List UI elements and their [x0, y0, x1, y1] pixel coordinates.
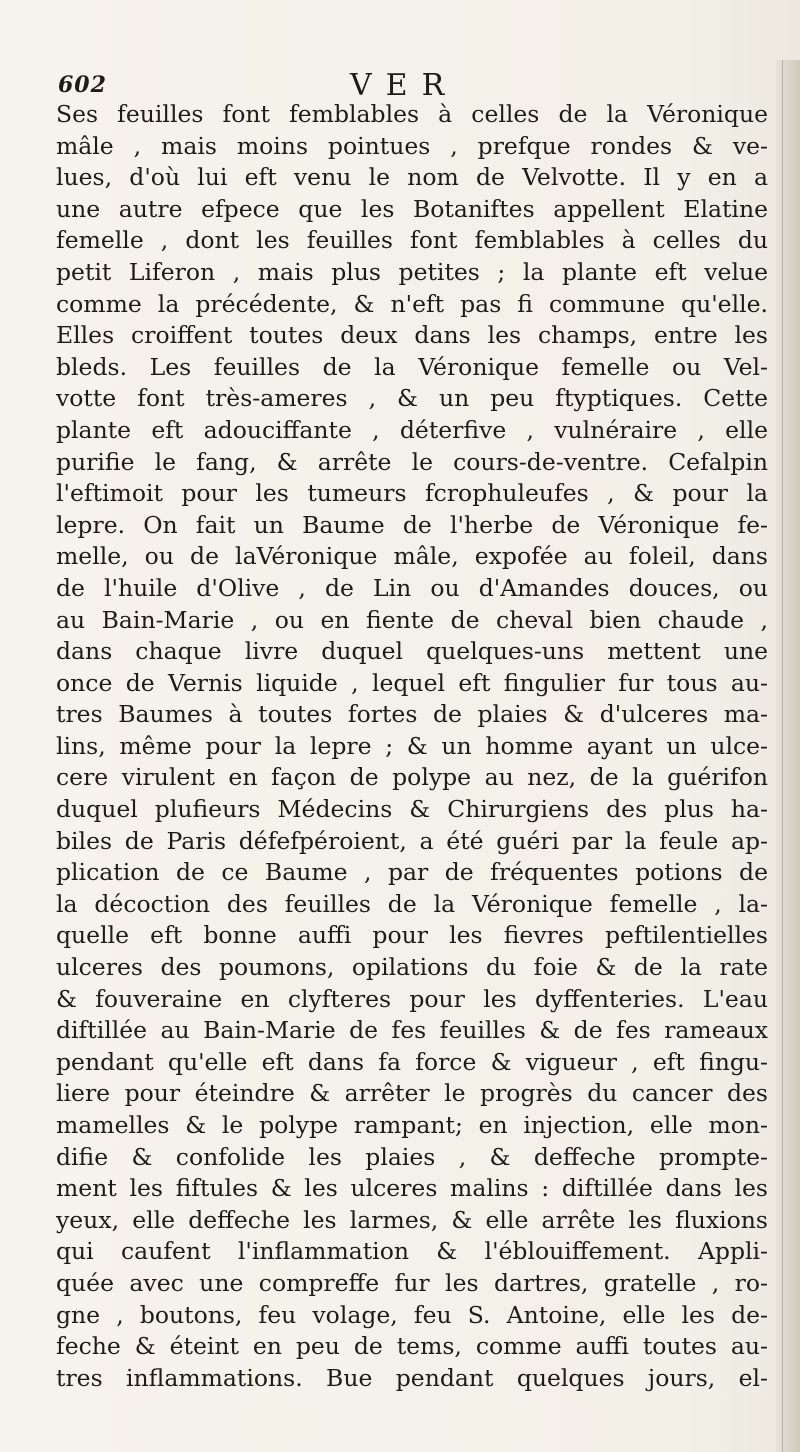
- text-line: au Bain-Marie , ou en fiente de cheval bien chaude ,: [56, 605, 768, 634]
- text-line: qui caufent l'inflammation & l'éblouiffement. Appli-: [56, 1237, 768, 1266]
- text-line: petit Liferon , mais plus petites ; la plante eft velue: [56, 257, 768, 286]
- text-line: ulceres des poumons, opilations du foie & de la rate: [56, 953, 768, 982]
- body-text: [56, 99, 768, 1394]
- text-line: votte font très-ameres , & un peu ftyptiques. Cette: [56, 384, 768, 413]
- text-line: ment les fiftules & les ulceres malins : diftillée dans les: [56, 1174, 768, 1203]
- text-line: cere virulent en façon de polype au nez, de la guérifon: [56, 763, 768, 792]
- text-line: once de Vernis liquide , lequel eft fingulier fur tous au-: [56, 668, 768, 697]
- text-line: comme la précédente, & n'eft pas fi commune qu'elle.: [56, 289, 768, 318]
- text-line: diftillée au Bain-Marie de fes feuilles & de fes rameaux: [56, 1016, 768, 1045]
- text-line: liere pour éteindre & arrêter le progrès du cancer des: [56, 1079, 768, 1108]
- text-line: yeux, elle deffeche les larmes, & elle arrête les fluxions: [56, 1205, 768, 1234]
- page-number: 602: [58, 72, 107, 98]
- text-line: quelle eft bonne auffi pour les fievres peftilentielles: [56, 921, 768, 950]
- text-line: feche & éteint en peu de tems, comme auffi toutes au-: [56, 1332, 768, 1361]
- text-line: lins, même pour la lepre ; & un homme ayant un ulce-: [56, 731, 768, 760]
- text-line: bleds. Les feuilles de la Véronique femelle ou Vel-: [56, 352, 768, 381]
- text-line: melle, ou de laVéronique mâle, expofée au foleil, dans: [56, 542, 768, 571]
- text-line: gne , boutons, feu volage, feu S. Antoine, elle les de-: [56, 1300, 768, 1329]
- text-line: difie & confolide les plaies , & deffeche prompte-: [56, 1142, 768, 1171]
- text-line: duquel plufieurs Médecins & Chirurgiens des plus ha-: [56, 795, 768, 824]
- text-line: une autre efpece que les Botaniftes appellent Elatine: [56, 194, 768, 223]
- text-line: tres inflammations. Bue pendant quelques jours, el-: [56, 1363, 768, 1392]
- text-line: mamelles & le polype rampant; en injection, elle mon-: [56, 1111, 768, 1139]
- text-line: Ses feuilles font femblables à celles de la Véronique: [56, 100, 768, 128]
- text-line: Elles croiffent toutes deux dans les champs, entre les: [56, 321, 768, 350]
- text-line: dans chaque livre duquel quelques-uns mettent une: [56, 637, 768, 666]
- text-line: pendant qu'elle eft dans fa force & vigueur , eft fingu-: [56, 1047, 768, 1076]
- text-line: tres Baumes à toutes fortes de plaies & d'ulceres ma-: [56, 700, 768, 729]
- text-line: purifie le fang, & arrête le cours-de-ventre. Cefalpin: [56, 447, 768, 476]
- page-edge-line: [782, 60, 783, 1452]
- text-line: plication de ce Baume , par de fréquentes potions de: [56, 858, 768, 887]
- text-line: lues, d'où lui eft venu le nom de Velvotte. Il y en a: [56, 163, 768, 192]
- text-line: la décoction des feuilles de la Véronique femelle , la-: [56, 889, 768, 918]
- text-line: femelle , dont les feuilles font femblables à celles du: [56, 226, 768, 255]
- text-line: de l'huile d'Olive , de Lin ou d'Amandes douces, ou: [56, 573, 768, 602]
- text-line: & fouveraine en clyfteres pour les dyffenteries. L'eau: [56, 984, 768, 1013]
- text-line: lepre. On fait un Baume de l'herbe de Véronique fe-: [56, 510, 768, 539]
- running-head: VER: [350, 68, 459, 103]
- text-line: mâle , mais moins pointues , prefque rondes & ve-: [56, 131, 768, 160]
- text-line: l'eftimoit pour les tumeurs fcrophuleufes , & pour la: [56, 479, 768, 508]
- page-edge-shadow: [776, 60, 800, 1452]
- text-line: biles de Paris défefpéroient, a été guéri par la feule ap-: [56, 826, 768, 855]
- text-line: quée avec une compreffe fur les dartres, gratelle , ro-: [56, 1268, 768, 1297]
- text-line: plante eft adouciffante , déterfive , vulnéraire , elle: [56, 415, 768, 444]
